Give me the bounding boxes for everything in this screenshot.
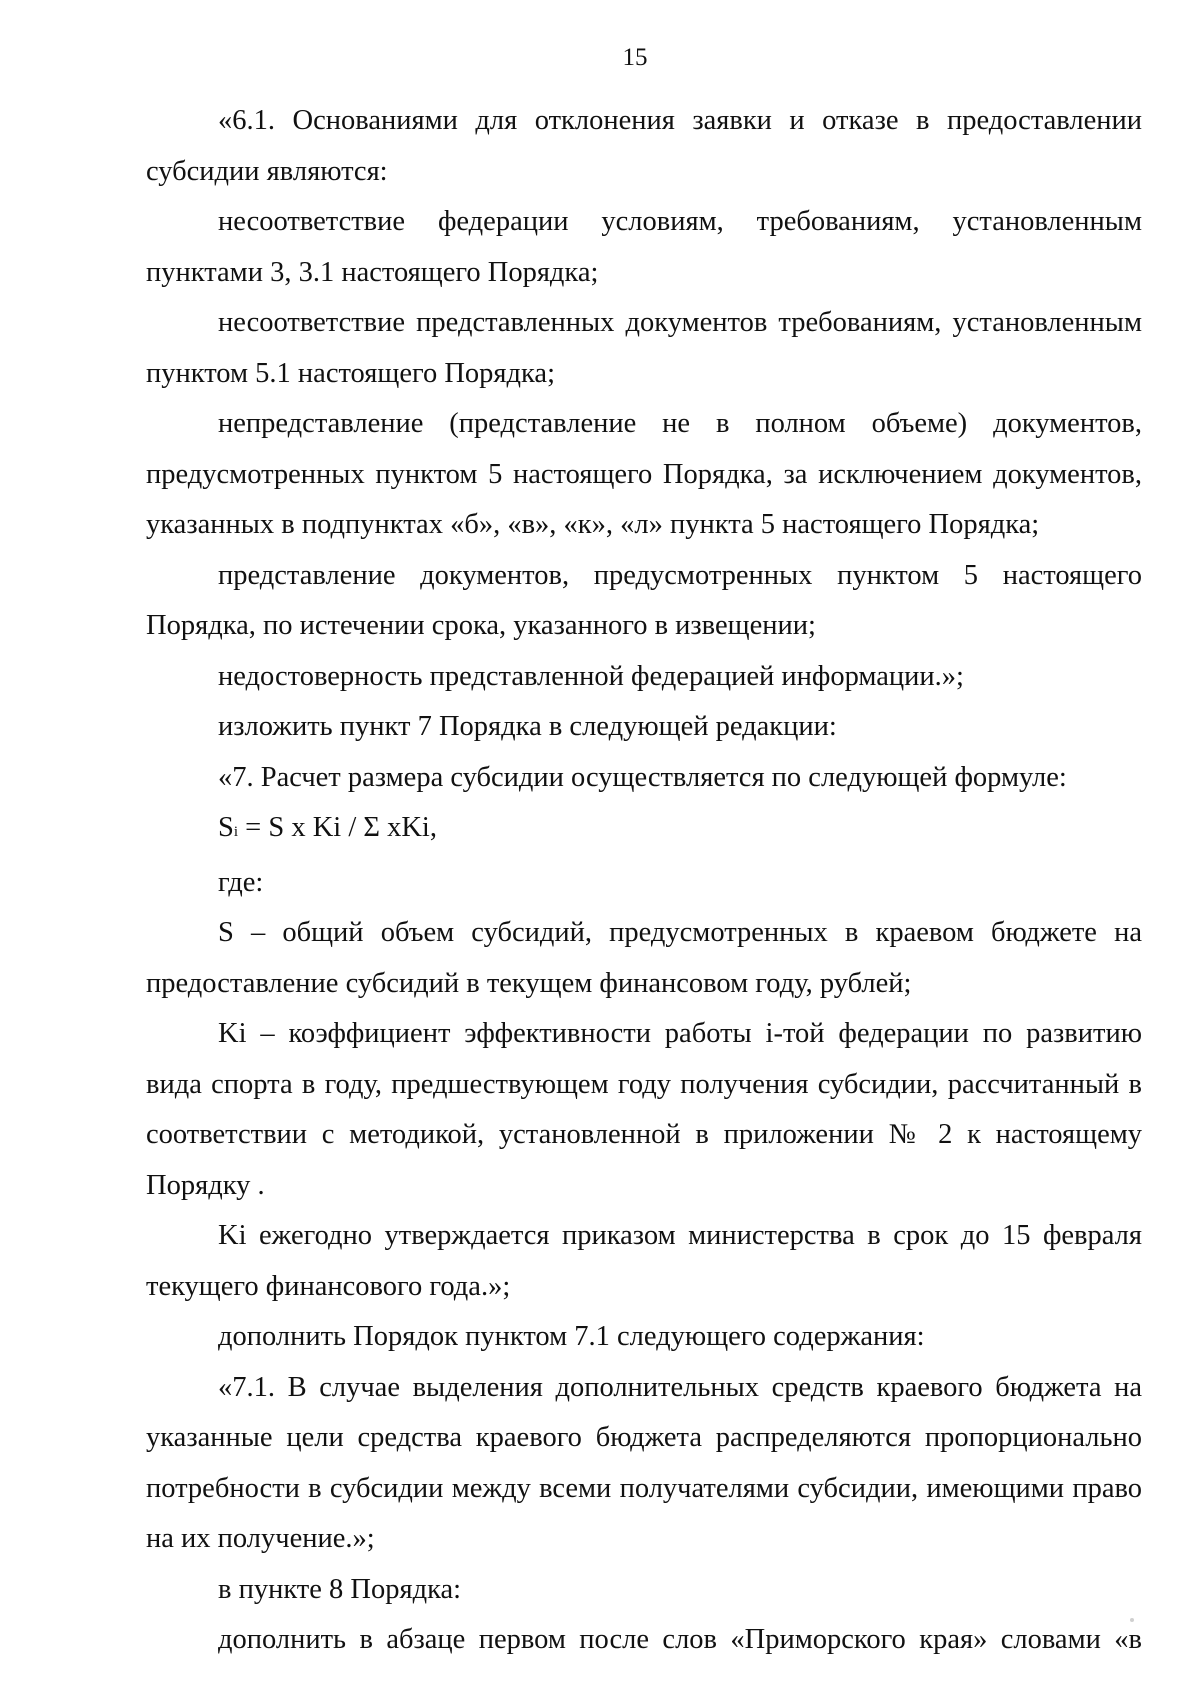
- paragraph-nonsubmission: непредставление (представление не в полном объеме) документов, предусмотренных пунктом 5 настоящего Порядка, за исключением документов, указанных в подпунктах «б», «в», «к», «л» пункта 5 настоящего Порядка;: [146, 408, 1142, 540]
- paragraph-amend-first-abzac: дополнить в абзаце первом после слов «Приморского края» словами «в: [218, 1624, 1142, 1655]
- paragraph-ki-approval: Ki ежегодно утверждается приказом министерства в срок до 15 февраля текущего финансового года.»;: [146, 1220, 1142, 1302]
- formula-subscript-i: i: [233, 824, 239, 840]
- paragraph-item-7: «7. Расчет размера субсидии осуществляется по следующей формуле:: [218, 761, 1067, 793]
- paragraph-noncompliance-conditions: несоответствие федерации условиям, требованиям, установленным пунктами 3, 3.1 настоящего Порядка;: [146, 206, 1142, 288]
- paragraph-6-1: «6.1. Основаниями для отклонения заявки и отказе в предоставлении субсидии являются:: [146, 105, 1142, 187]
- page-number: 15: [622, 44, 648, 71]
- subsidy-formula: [146, 803, 1142, 858]
- paragraph-s-definition: S – общий объем субсидий, предусмотренных в краевом бюджете на предоставление субсидий в текущем финансовом году, рублей;: [146, 917, 1142, 999]
- paragraph-add-item-7-1: дополнить Порядок пунктом 7.1 следующего содержания:: [218, 1321, 925, 1352]
- paragraph-amend-item-7: изложить пункт 7 Порядка в следующей редакции:: [218, 711, 837, 742]
- paragraph-unreliable-info: недостоверность представленной федерацией информации.»;: [218, 660, 964, 692]
- paragraph-item-8: в пункте 8 Порядка:: [218, 1573, 462, 1605]
- formula-expression: = S x Ki / Σ xKi,: [238, 812, 437, 843]
- paragraph-late-submission: представление документов, предусмотренных пунктом 5 настоящего Порядка, по истечении срока, указанного в извещении;: [146, 559, 1142, 641]
- document-body: [146, 96, 1142, 1666]
- paragraph-where: где:: [218, 866, 264, 898]
- paragraph-item-7-1: «7.1. В случае выделения дополнительных средств краевого бюджета на указанные цели средства краевого бюджета распределяются пропорционально потребности в субсидии между всеми получателями субсидии, имеющими право на их получение.»;: [146, 1371, 1142, 1554]
- scan-speck: [1130, 1618, 1134, 1622]
- formula-symbol-s: S: [218, 812, 234, 843]
- paragraph-ki-definition: Ki – коэффициент эффективности работы i-той федерации по развитию вида спорта в году, предшествующем году получения субсидии, рассчитанный в соответствии с методикой, установленной в приложении № 2 к настоящему Порядку .: [146, 1018, 1142, 1201]
- paragraph-noncompliance-documents: несоответствие представленных документов требованиям, установленным пунктом 5.1 настоящего Порядка;: [146, 307, 1142, 389]
